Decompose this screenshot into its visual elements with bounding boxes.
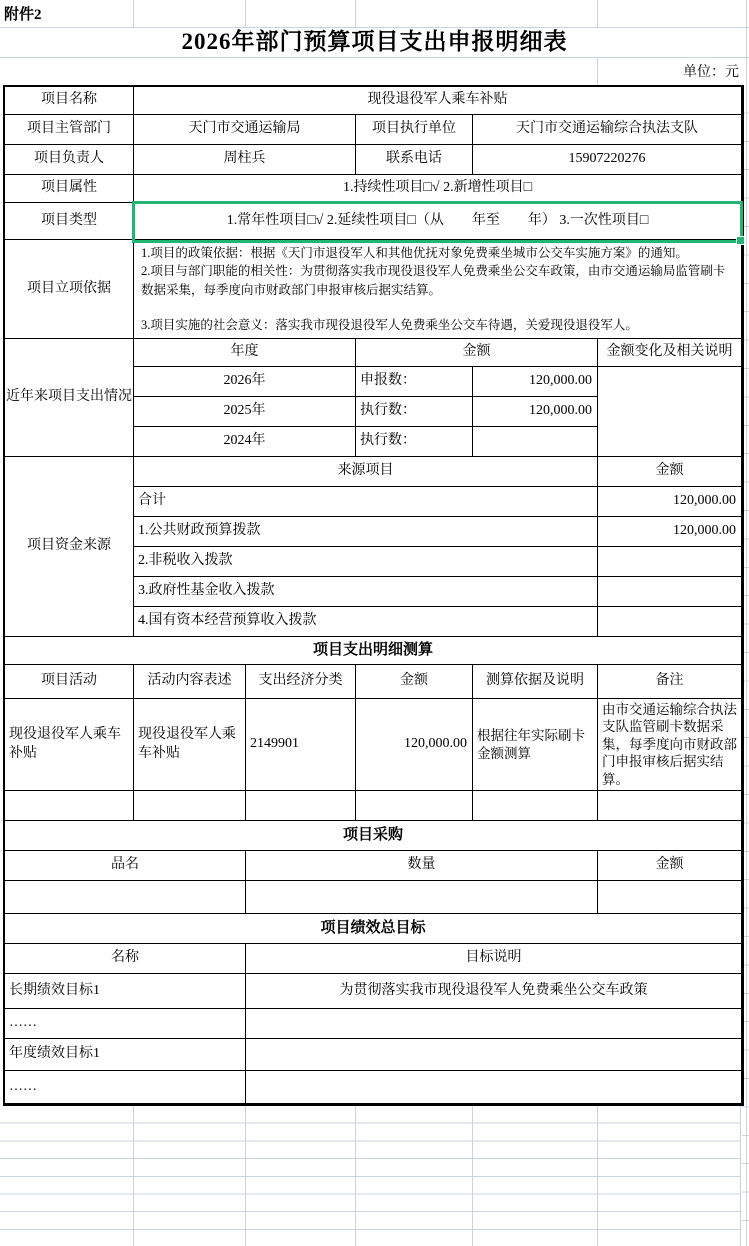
funding-row-nontax-label[interactable]: 2.非税收入拨款 [134,547,598,577]
history-kind-2026[interactable]: 申报数： [356,367,473,397]
phone-cell[interactable]: 15907220276 [473,145,742,175]
gridline [245,1106,246,1246]
procurement-qty-cell[interactable] [246,881,598,914]
detail-col-basis: 测算依据及说明 [473,665,598,699]
basis-label: 项目立项依据 [5,240,134,339]
detail-activity-cell[interactable]: 现役退役军人乘车补贴 [5,699,134,791]
detail-basis-cell[interactable]: 根据往年实际刷卡金额测算 [473,699,598,791]
procurement-amount-cell[interactable] [598,881,742,914]
history-amount-2025[interactable]: 120,000.00 [473,397,598,427]
dept-label: 项目主管部门 [5,115,134,145]
performance-longterm-desc[interactable]: 为贯彻落实我市现役退役军人免费乘坐公交车政策 [246,974,742,1009]
funding-row-public-label[interactable]: 1.公共财政预算拨款 [134,517,598,547]
procurement-section-title: 项目采购 [5,821,742,851]
funding-row-nontax-amount[interactable] [598,547,742,577]
funding-row-statecapital-amount[interactable] [598,607,742,637]
detail-empty-note[interactable] [598,791,742,821]
funding-row-public-amount[interactable]: 120,000.00 [598,517,742,547]
history-amount-2024[interactable] [473,427,598,457]
funding-row-total-label[interactable]: 合计 [134,487,598,517]
detail-note-cell[interactable]: 由市交通运输综合执法支队监管刷卡数据采集，每季度向市财政部门申报审核后据实结算。 [598,699,742,791]
gridline [355,0,356,27]
gridline [597,1106,598,1246]
procurement-col-qty: 数量 [246,851,598,881]
performance-ellipsis-1[interactable]: …… [5,1009,246,1039]
history-kind-2025[interactable]: 执行数： [356,397,473,427]
basis-cell[interactable] [134,240,742,339]
project-name-label: 项目名称 [5,87,134,115]
detail-amount-cell[interactable]: 120,000.00 [356,699,473,791]
history-col-note: 金额变化及相关说明 [598,339,742,367]
leader-cell[interactable]: 周柱兵 [134,145,356,175]
gridline [133,0,134,27]
funding-section-label: 项目资金来源 [5,457,134,637]
detail-class-cell[interactable]: 2149901 [246,699,356,791]
detail-col-note: 备注 [598,665,742,699]
detail-col-class: 支出经济分类 [246,665,356,699]
funding-col-source: 来源项目 [134,457,598,487]
performance-col-desc: 目标说明 [246,944,742,974]
performance-section-title: 项目绩效总目标 [5,914,742,944]
funding-row-total-amount[interactable]: 120,000.00 [598,487,742,517]
dept-cell[interactable]: 天门市交通运输局 [134,115,356,145]
performance-annual-name[interactable]: 年度绩效目标1 [5,1039,246,1071]
gridline [355,1106,356,1246]
procurement-col-amount: 金额 [598,851,742,881]
history-kind-2024[interactable]: 执行数： [356,427,473,457]
detail-section-title: 项目支出明细测算 [5,637,742,665]
history-year-2024[interactable]: 2024年 [134,427,356,457]
phone-label: 联系电话 [356,145,473,175]
fill-handle[interactable] [736,236,745,245]
funding-row-govfund-amount[interactable] [598,577,742,607]
gridline [0,57,749,58]
gridline [597,0,598,27]
performance-col-name: 名称 [5,944,246,974]
funding-row-govfund-label[interactable]: 3.政府性基金收入拨款 [134,577,598,607]
page-title: 2026年部门预算项目支出申报明细表 [181,29,568,54]
project-name-cell[interactable]: 现役退役军人乘车补贴 [134,87,742,115]
history-section-label: 近年来项目支出情况 [5,339,134,457]
detail-col-amount: 金额 [356,665,473,699]
procurement-col-name: 品名 [5,851,246,881]
gridline [245,0,246,27]
performance-ellipsis-2-desc[interactable] [246,1071,742,1104]
type-cell[interactable]: 1.常年性项目□√ 2.延续性项目□（从 年至 年） 3.一次性项目□ [134,203,742,240]
detail-col-content: 活动内容表述 [134,665,246,699]
funding-row-statecapital-label[interactable]: 4.国有资本经营预算收入拨款 [134,607,598,637]
exec-unit-cell[interactable]: 天门市交通运输综合执法支队 [473,115,742,145]
attribute-cell[interactable]: 1.持续性项目□√ 2.新增性项目□ [134,175,742,203]
unit-note: 单位：元 [683,65,739,80]
basis-social: 3.项目实施的社会意义：落实我市现役退役军人免费乘坐公交车待遇，关爱现役退役军人。 [141,317,638,332]
history-amount-2026[interactable]: 120,000.00 [473,367,598,397]
leader-label: 项目负责人 [5,145,134,175]
empty-spreadsheet-grid[interactable] [0,1106,741,1246]
history-year-2026[interactable]: 2026年 [134,367,356,397]
exec-unit-label: 项目执行单位 [356,115,473,145]
detail-col-activity: 项目活动 [5,665,134,699]
history-year-2025[interactable]: 2025年 [134,397,356,427]
gridline [597,57,598,85]
history-col-amount: 金额 [356,339,598,367]
detail-empty-content[interactable] [134,791,246,821]
gridline [133,1106,134,1246]
performance-ellipsis-2[interactable]: …… [5,1071,246,1104]
procurement-name-cell[interactable] [5,881,246,914]
type-label: 项目类型 [5,203,134,240]
history-col-year: 年度 [134,339,356,367]
detail-empty-class[interactable] [246,791,356,821]
history-note-cell[interactable] [598,367,742,457]
attribute-label: 项目属性 [5,175,134,203]
performance-annual-desc[interactable] [246,1039,742,1071]
attachment-label: 附件2 [4,7,42,23]
cell-selection-border[interactable] [132,201,743,243]
detail-content-cell[interactable]: 现役退役军人乘车补贴 [134,699,246,791]
basis-policy: 1.项目的政策依据：根据《天门市退役军人和其他优抚对象免费乘坐城市公交车实施方案》的通知。 [141,246,688,261]
performance-longterm-name[interactable]: 长期绩效目标1 [5,974,246,1009]
detail-empty-amount[interactable] [356,791,473,821]
gridline [740,1106,741,1246]
gridline [472,1106,473,1246]
basis-relevance: 2.项目与部门职能的相关性：为贯彻落实我市现役退役军人免费乘坐公交车政策，由市交通运输局监管刷卡数据采集，每季度向市财政部门申报审核后据实结算。 [141,264,726,297]
detail-empty-basis[interactable] [473,791,598,821]
performance-ellipsis-1-desc[interactable] [246,1009,742,1039]
funding-col-amount: 金额 [598,457,742,487]
detail-empty-activity[interactable] [5,791,134,821]
